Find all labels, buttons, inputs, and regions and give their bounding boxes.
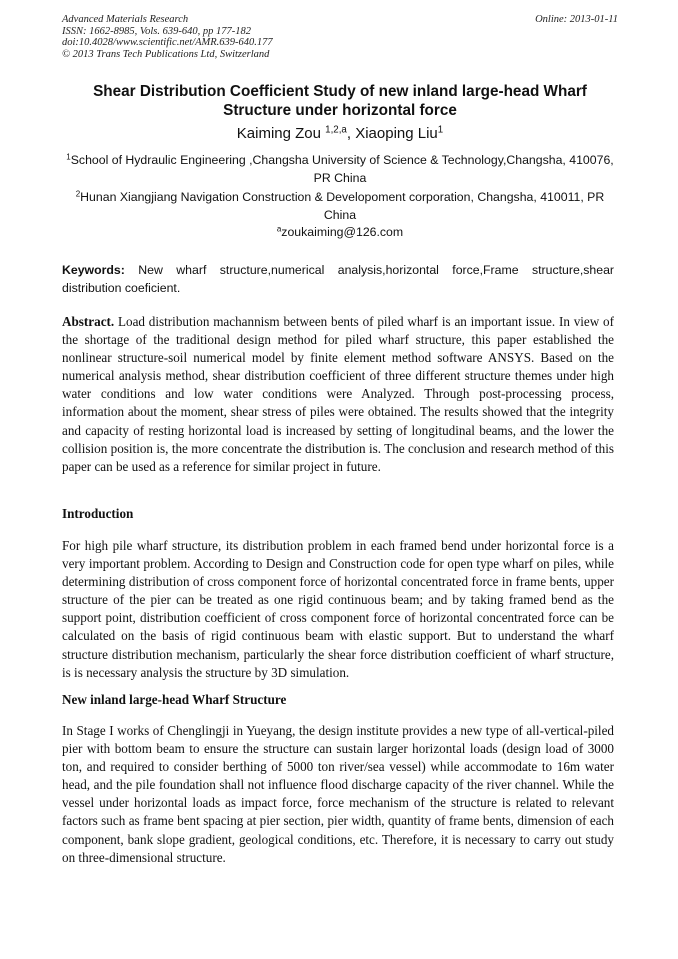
section-introduction-text: For high pile wharf structure, its distribution problem in each framed bend under horizontal force is a very important problem. According to Design and Construction code for open type wharf on piles, while determining distribution of cross component force of horizontal concentrated force in frame bents, upper structure of the pier can be treated as one rigid continuous beam; and by taking framed bend as the support point, distribution coefficient of cross component force of horizontal concentrated force can be calculated on the basis of rigid continuous beam with elastic support. But to understand the wharf structure distribution mechanism, particularly the shear force distribution coefficient of wharf structure, is is necessary analysis the structure by 3D simulation. [62, 538, 614, 680]
abstract [62, 313, 614, 476]
author-list [62, 125, 618, 143]
journal-name: Advanced Materials Research [62, 14, 189, 25]
section-wharf-structure-text: In Stage I works of Chenglingji in Yueyang, the design institute provides a new type of all-vertical-piled pier with bottom beam to ensure the structure can sustain larger horizontal loads (design load of 3000 ton, and required to consider berthing of 5000 ton river/sea vessel) while accommodate to 16m water head, and the pile foundation shall not influence flood discharge capacity of the river channel. While the vessel under horizontal loads as impact force, force mechanism of the structure is related to relevant factors such as frame bent spacing at pier section, pier width, quantity of frame bents, dimension of each component, bank slope gradient, geological conditions, etc. Therefore, it is necessary to carry out study on three-dimensional structure. [62, 723, 614, 865]
affiliation-superscript: 2 [75, 189, 81, 199]
affiliation-superscript: 1 [66, 152, 71, 162]
keywords-label: Keywords: [62, 263, 125, 277]
author-name: Kaiming Zou [236, 125, 321, 142]
online-date: Online: 2013-01-11 [535, 14, 618, 25]
affiliation-2 [62, 188, 618, 224]
journal-doi[interactable]: doi:10.4028/www.scientific.net/AMR.639-640.177 [62, 37, 273, 48]
affiliation-text: School of Hydraulic Engineering ,Changsha University of Science & Technology,Changsha, 410076, PR China [70, 153, 614, 185]
journal-header [62, 14, 618, 60]
author-email [62, 223, 618, 241]
affiliation-text: Hunan Xiangjiang Navigation Construction & Developoment corporation, Changsha, 410011, PR China [80, 190, 605, 222]
abstract-label: Abstract. [62, 314, 115, 329]
section-heading-introduction: Introduction [62, 506, 134, 521]
abstract-text: Load distribution machannism between bents of piled wharf is an important issue. In view of the shortage of the traditional design method for piled wharf structure, this paper established the nonlinear structure-soil numerical model by finite element method software ANSYS. Based on the numerical analysis method, shear distribution coefficient of three different structure themes under high water conditions and low water conditions were Analyzed. Through post-processing process, information about the moment, shear stress of piles were obtained. The results showed that the integrity and capacity of resting horizontal load is increased by setting of longitudinal beams, and the lower the collision position is, the more concentrate the distribution is. The conclusion and research method of this paper can be used as a reference for similar project in future. [62, 314, 614, 474]
email-text[interactable]: zoukaiming@126.com [281, 225, 404, 239]
email-superscript: a [276, 224, 282, 234]
author-name: Xiaoping Liu [355, 125, 438, 142]
journal-issn: ISSN: 1662-8985, Vols. 639-640, pp 177-182 [62, 25, 251, 37]
author-separator: , [346, 125, 356, 142]
author-superscript: 1 [437, 124, 444, 136]
author-superscript: 1,2,a [325, 124, 347, 136]
section-heading-wharf-structure: New inland large-head Wharf Structure [62, 692, 287, 707]
paper-title: Shear Distribution Coefficient Study of new inland large-head Wharf Structure under horizontal force [93, 83, 587, 119]
keywords-text: New wharf structure,numerical analysis,horizontal force,Frame structure,shear distribution coeficient. [62, 263, 614, 295]
journal-copyright: © 2013 Trans Tech Publications Ltd, Switzerland [62, 48, 270, 60]
affiliation-1 [62, 151, 618, 187]
keywords [62, 261, 614, 297]
